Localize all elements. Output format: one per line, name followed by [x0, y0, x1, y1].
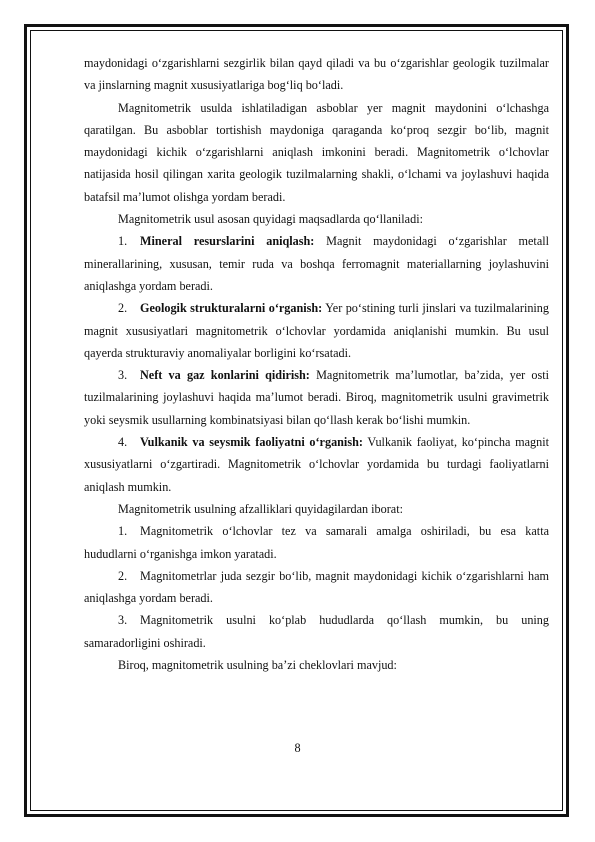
purpose-item — [84, 431, 549, 498]
item-title: Neft va gaz konlarini qidirish: — [140, 368, 310, 383]
list-number: 2. — [118, 301, 128, 316]
purpose-item — [84, 230, 549, 297]
paragraph: Magnitometrik usulda ishlatiladigan asboblar yer magnit maydonini o‘lchashga qaratilgan. Bu asboblar tortishish maydoniga qaraganda ko‘proq sezgir bo‘lib, magnit maydonidagi kichik o‘zgarishlarni aniqlash imkonini beradi. Magnitometrik o‘lchovlar natijasida hosil qilingan xarita geologik tuzilmalarning shakli, o‘lchami va joylashuvi haqida batafsil ma’lumot olishga yordam beradi. — [84, 100, 549, 204]
list-number: 1. — [118, 234, 128, 249]
list-number: 3. — [118, 613, 128, 628]
item-text: Vulkanik faoliyat, ko‘pincha magnit xususiyatlarni o‘zgartiradi. Magnitometrik o‘lchovlar yordamida bu turdagi faoliyatlarni aniqlash mumkin. — [84, 435, 549, 494]
list-number: 2. — [118, 568, 128, 583]
advantage-item — [84, 565, 549, 610]
purpose-item — [84, 364, 549, 431]
list-number: 1. — [118, 524, 128, 539]
item-title: Geologik strukturalarni o‘rganish: — [140, 301, 323, 316]
limitations-intro: Biroq, magnitometrik usulning ba’zi cheklovlari mavjud: — [118, 658, 397, 673]
item-text: Magnitometrik ma’lumotlar, ba’zida, yer osti tuzilmalarining joylashuvi haqida ma’lumot beradi. Biroq, magnitometrik usulni gravimetrik yoki seysmik usullarning kombinatsiyasi bilan qo‘llash kerak bo‘lishi mumkin. — [84, 368, 549, 427]
paragraph: maydonidagi o‘zgarishlarni sezgirlik bilan qayd qiladi va bu o‘zgarishlar geologik tuzilmalar va jinslarning magnit xususiyatlariga bog‘liq bo‘ladi. — [84, 56, 549, 93]
purpose-item — [84, 297, 549, 364]
paragraph: Magnitometrik usul asosan quyidagi maqsadlarda qo‘llaniladi: — [118, 212, 423, 227]
item-text: Magnit maydonidagi o‘zgarishlar metall minerallarining, xususan, temir ruda va boshqa ferromagnit materiallarning joylashuvini aniqlashga yordam beradi. — [84, 234, 550, 293]
advantage-item — [84, 520, 549, 565]
page-number: 8 — [294, 741, 301, 755]
item-title: Mineral resurslarini aniqlash: — [140, 234, 315, 249]
list-number: 3. — [118, 368, 128, 383]
advantage-item — [84, 609, 549, 654]
item-title: Vulkanik va seysmik faoliyatni o‘rganish: — [140, 435, 363, 450]
item-text: Magnitometrlar juda sezgir bo‘lib, magnit maydonidagi kichik o‘zgarishlarni ham aniqlashga yordam beradi. — [84, 568, 549, 606]
document-body — [84, 52, 549, 676]
item-text: Yer po‘stining turli jinslari va tuzilmalarining magnit xususiyatlari magnitometrik o‘lchovlar yordamida aniqlanishi mumkin. Bu usul qayerda strukturaviy anomaliyalar borligini ko‘rsatadi. — [84, 301, 549, 360]
advantages-intro: Magnitometrik usulning afzalliklari quyidagilardan iborat: — [118, 501, 403, 516]
item-text: Magnitometrik usulni ko‘plab hududlarda qo‘llash mumkin, bu uning samaradorligini oshiradi. — [84, 613, 549, 650]
item-text: Magnitometrik o‘lchovlar tez va samarali amalga oshiriladi, bu esa katta hududlarni o‘rganishga imkon yaratadi. — [84, 524, 549, 561]
list-number: 4. — [118, 435, 128, 450]
